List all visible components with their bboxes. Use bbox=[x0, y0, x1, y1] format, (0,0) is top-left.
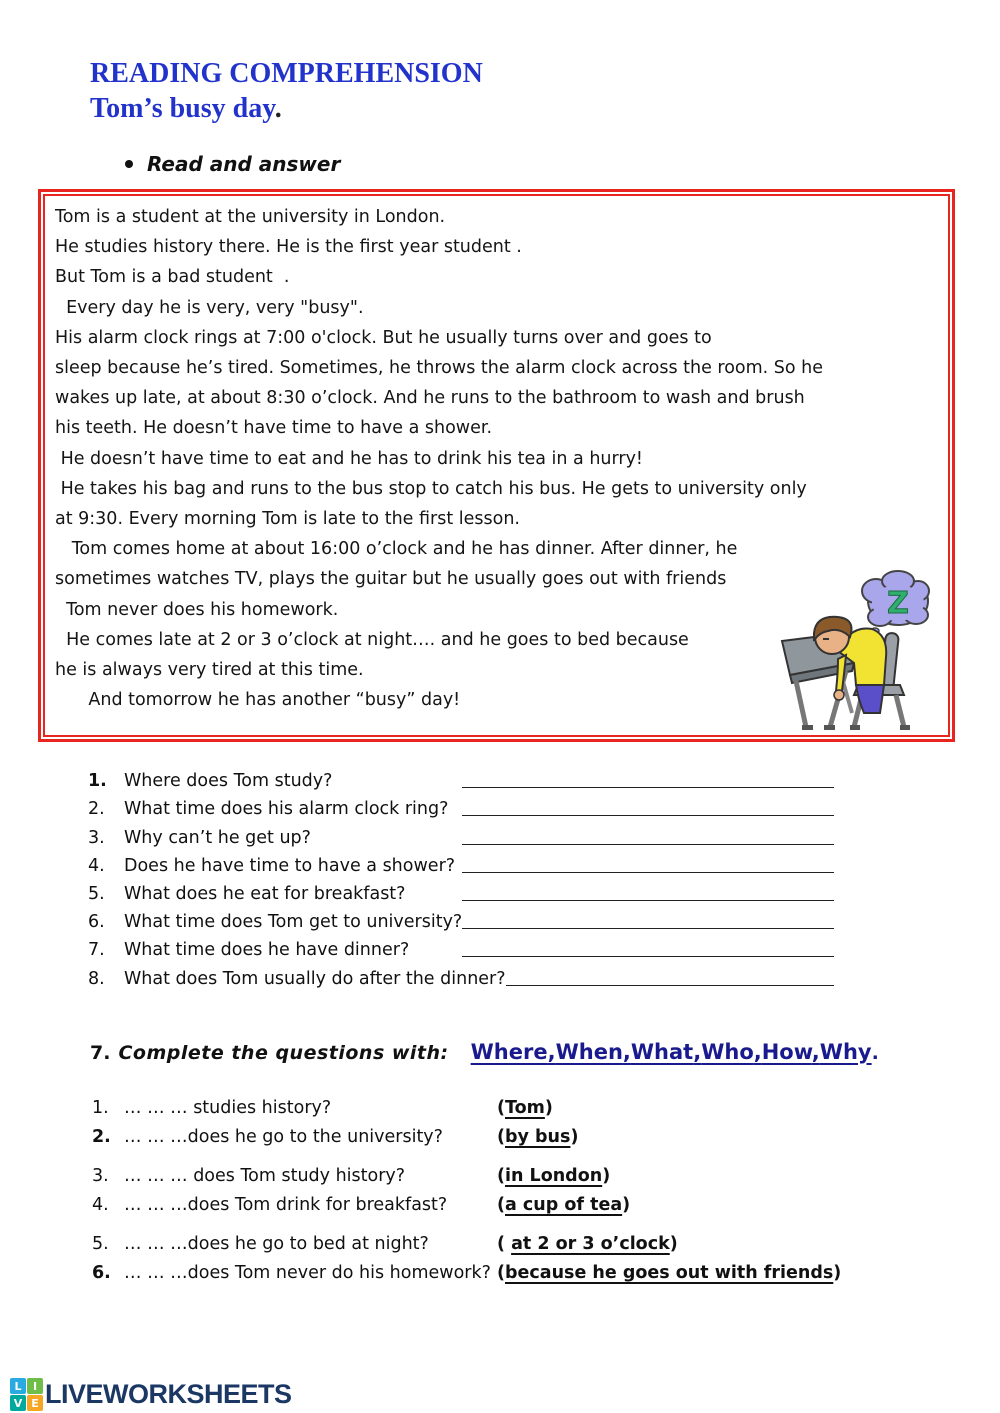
item-number: 5. bbox=[92, 1233, 109, 1254]
logo-tile: L bbox=[10, 1378, 26, 1394]
section7-items bbox=[92, 1094, 882, 1288]
complete-question-row bbox=[92, 1123, 882, 1152]
item-number: 4. bbox=[92, 1194, 109, 1215]
item-prompt[interactable]: … … … studies history? bbox=[124, 1097, 332, 1118]
answer-close-paren: ) bbox=[570, 1126, 579, 1147]
question-word: Why bbox=[819, 1039, 872, 1064]
passage-line: wakes up late, at about 8:30 o’clock. And he runs to the bathroom to wash and brush bbox=[55, 388, 805, 409]
question-word: Where , bbox=[471, 1040, 556, 1064]
item-prompt[interactable]: … … …does Tom never do his homework? bbox=[124, 1262, 497, 1283]
item-answer bbox=[497, 1191, 630, 1220]
item-number: 3. bbox=[92, 1165, 109, 1186]
question-row bbox=[88, 905, 834, 933]
answer-text: at 2 or 3 o’clock bbox=[511, 1233, 670, 1254]
item-prompt[interactable]: … … …does Tom drink for breakfast? bbox=[124, 1194, 448, 1215]
answer-text: by bus bbox=[505, 1126, 571, 1147]
item-answer bbox=[497, 1123, 578, 1152]
passage-line: Every day he is very, very "busy". bbox=[55, 297, 364, 318]
question-number: 4. bbox=[88, 855, 105, 876]
passage-line: Tom comes home at about 16:00 o’clock and he has dinner. After dinner, he bbox=[55, 539, 738, 560]
question-row bbox=[88, 792, 834, 820]
section7-number: 7. bbox=[90, 1041, 111, 1064]
answer-close-paren: ) bbox=[833, 1262, 842, 1283]
passage-line: He studies history there. He is the first year student . bbox=[55, 237, 522, 258]
question-words-list bbox=[471, 1040, 872, 1064]
instruction-label: Read and answer bbox=[147, 152, 341, 176]
item-prompt[interactable]: … … …does he go to the university? bbox=[124, 1126, 443, 1147]
question-word: Who , bbox=[701, 1040, 762, 1064]
logo-tile: V bbox=[10, 1395, 26, 1411]
item-answer bbox=[497, 1259, 841, 1288]
logo-tile: I bbox=[27, 1378, 43, 1394]
passage-line: But Tom is a bad student . bbox=[55, 267, 290, 288]
answer-open-paren: ( bbox=[497, 1165, 505, 1186]
answer-blank[interactable] bbox=[462, 879, 834, 901]
passage-line: his teeth. He doesn’t have time to have a shower. bbox=[55, 418, 493, 439]
item-prompt[interactable]: … … … does Tom study history? bbox=[124, 1165, 406, 1186]
question-number: 8. bbox=[88, 968, 105, 989]
answer-blank[interactable] bbox=[462, 766, 834, 788]
answer-close-paren: ) bbox=[622, 1194, 631, 1215]
question-number: 2. bbox=[88, 799, 105, 820]
passage-line: His alarm clock rings at 7:00 o'clock. But he usually turns over and goes to bbox=[55, 327, 712, 348]
complete-question-row bbox=[92, 1259, 882, 1288]
answer-blank[interactable] bbox=[462, 823, 834, 845]
item-number: 1. bbox=[92, 1097, 109, 1118]
question-number: 5. bbox=[88, 883, 105, 904]
passage-line: sometimes watches TV, plays the guitar but he usually goes out with friends bbox=[55, 569, 727, 590]
logo-tile: E bbox=[27, 1395, 43, 1411]
question-row bbox=[88, 849, 834, 877]
question-text: What time does he have dinner? bbox=[124, 940, 410, 961]
item-number: 6. bbox=[92, 1262, 111, 1283]
answer-open-paren: ( bbox=[497, 1233, 512, 1254]
bullet-icon bbox=[125, 160, 133, 168]
passage-line: He takes his bag and runs to the bus stop to catch his bus. He gets to university only bbox=[55, 478, 807, 499]
section7-header bbox=[90, 1040, 1000, 1064]
question-number: 3. bbox=[88, 827, 105, 848]
answer-blank[interactable] bbox=[462, 907, 834, 929]
question-row bbox=[88, 764, 834, 792]
item-answer bbox=[497, 1162, 610, 1191]
question-text: What does he eat for breakfast? bbox=[124, 883, 406, 904]
answer-blank[interactable] bbox=[462, 935, 834, 957]
question-word: When , bbox=[556, 1040, 631, 1064]
passage-line: He doesn’t have time to eat and he has to drink his tea in a hurry! bbox=[55, 448, 643, 469]
question-text: What does Tom usually do after the dinner? bbox=[124, 968, 506, 989]
question-text: Does he have time to have a shower? bbox=[124, 855, 456, 876]
questions-list bbox=[88, 764, 834, 990]
item-answer bbox=[497, 1094, 553, 1123]
instruction-line bbox=[125, 152, 1000, 176]
subtitle-text: Tom’s busy day bbox=[90, 93, 275, 124]
complete-question-row bbox=[92, 1230, 882, 1259]
item-prompt[interactable]: … … …does he go to bed at night? bbox=[124, 1233, 429, 1254]
page-title: READING COMPREHENSION bbox=[90, 58, 483, 89]
question-text: Where does Tom study? bbox=[124, 771, 333, 792]
answer-text: Tom bbox=[505, 1097, 545, 1118]
complete-question-row bbox=[92, 1162, 882, 1191]
passage-line: sleep because he’s tired. Sometimes, he throws the alarm clock across the room. So he bbox=[55, 358, 824, 379]
answer-text: in London bbox=[505, 1165, 603, 1186]
question-row bbox=[88, 877, 834, 905]
page-subtitle bbox=[90, 91, 1000, 126]
sleeping-student-illustration bbox=[780, 563, 930, 733]
brand-name: LIVEWORKSHEETS bbox=[45, 1379, 292, 1409]
question-number: 7. bbox=[88, 940, 105, 961]
passage-line: He comes late at 2 or 3 o’clock at night…. and he goes to bed because bbox=[55, 629, 689, 650]
answer-text: a cup of tea bbox=[505, 1194, 623, 1215]
complete-question-row bbox=[92, 1191, 882, 1220]
answer-close-paren: ) bbox=[669, 1233, 678, 1254]
question-row bbox=[88, 961, 834, 989]
passage-line: at 9:30. Every morning Tom is late to the first lesson. bbox=[55, 509, 520, 530]
question-word: How , bbox=[762, 1040, 820, 1064]
passage-line: he is always very tired at this time. bbox=[55, 660, 364, 681]
question-word: What , bbox=[631, 1040, 701, 1064]
answer-open-paren: ( bbox=[497, 1126, 505, 1147]
question-text: What time does Tom get to university? bbox=[124, 912, 463, 933]
liveworksheets-logo-icon bbox=[10, 1378, 43, 1411]
answer-open-paren: ( bbox=[497, 1194, 505, 1215]
answer-open-paren: ( bbox=[497, 1262, 505, 1283]
section7-period: . bbox=[871, 1041, 879, 1064]
answer-blank[interactable] bbox=[462, 794, 834, 816]
answer-close-paren: ) bbox=[602, 1165, 611, 1186]
question-number: 6. bbox=[88, 912, 105, 933]
item-number: 2. bbox=[92, 1126, 111, 1147]
question-number: 1. bbox=[88, 771, 107, 792]
question-row bbox=[88, 820, 834, 848]
answer-close-paren: ) bbox=[544, 1097, 553, 1118]
passage-line: Tom never does his homework. bbox=[55, 599, 339, 620]
complete-question-row bbox=[92, 1094, 882, 1123]
question-row bbox=[88, 933, 834, 961]
answer-blank[interactable] bbox=[506, 964, 834, 986]
section7-label: Complete the questions with: bbox=[118, 1041, 449, 1064]
header bbox=[0, 0, 1000, 126]
subtitle-period: . bbox=[274, 93, 282, 124]
answer-open-paren: ( bbox=[497, 1097, 505, 1118]
question-text: What time does his alarm clock ring? bbox=[124, 799, 449, 820]
item-answer bbox=[497, 1230, 678, 1259]
svg-text:Z: Z bbox=[887, 586, 909, 621]
answer-text: because he goes out with friends bbox=[505, 1262, 834, 1283]
footer-brand bbox=[10, 1378, 292, 1411]
reading-passage-box bbox=[38, 189, 955, 742]
answer-blank[interactable] bbox=[462, 851, 834, 873]
passage-line: And tomorrow he has another “busy” day! bbox=[55, 690, 461, 711]
question-text: Why can’t he get up? bbox=[124, 827, 311, 848]
passage-line: Tom is a student at the university in London. bbox=[55, 207, 446, 227]
